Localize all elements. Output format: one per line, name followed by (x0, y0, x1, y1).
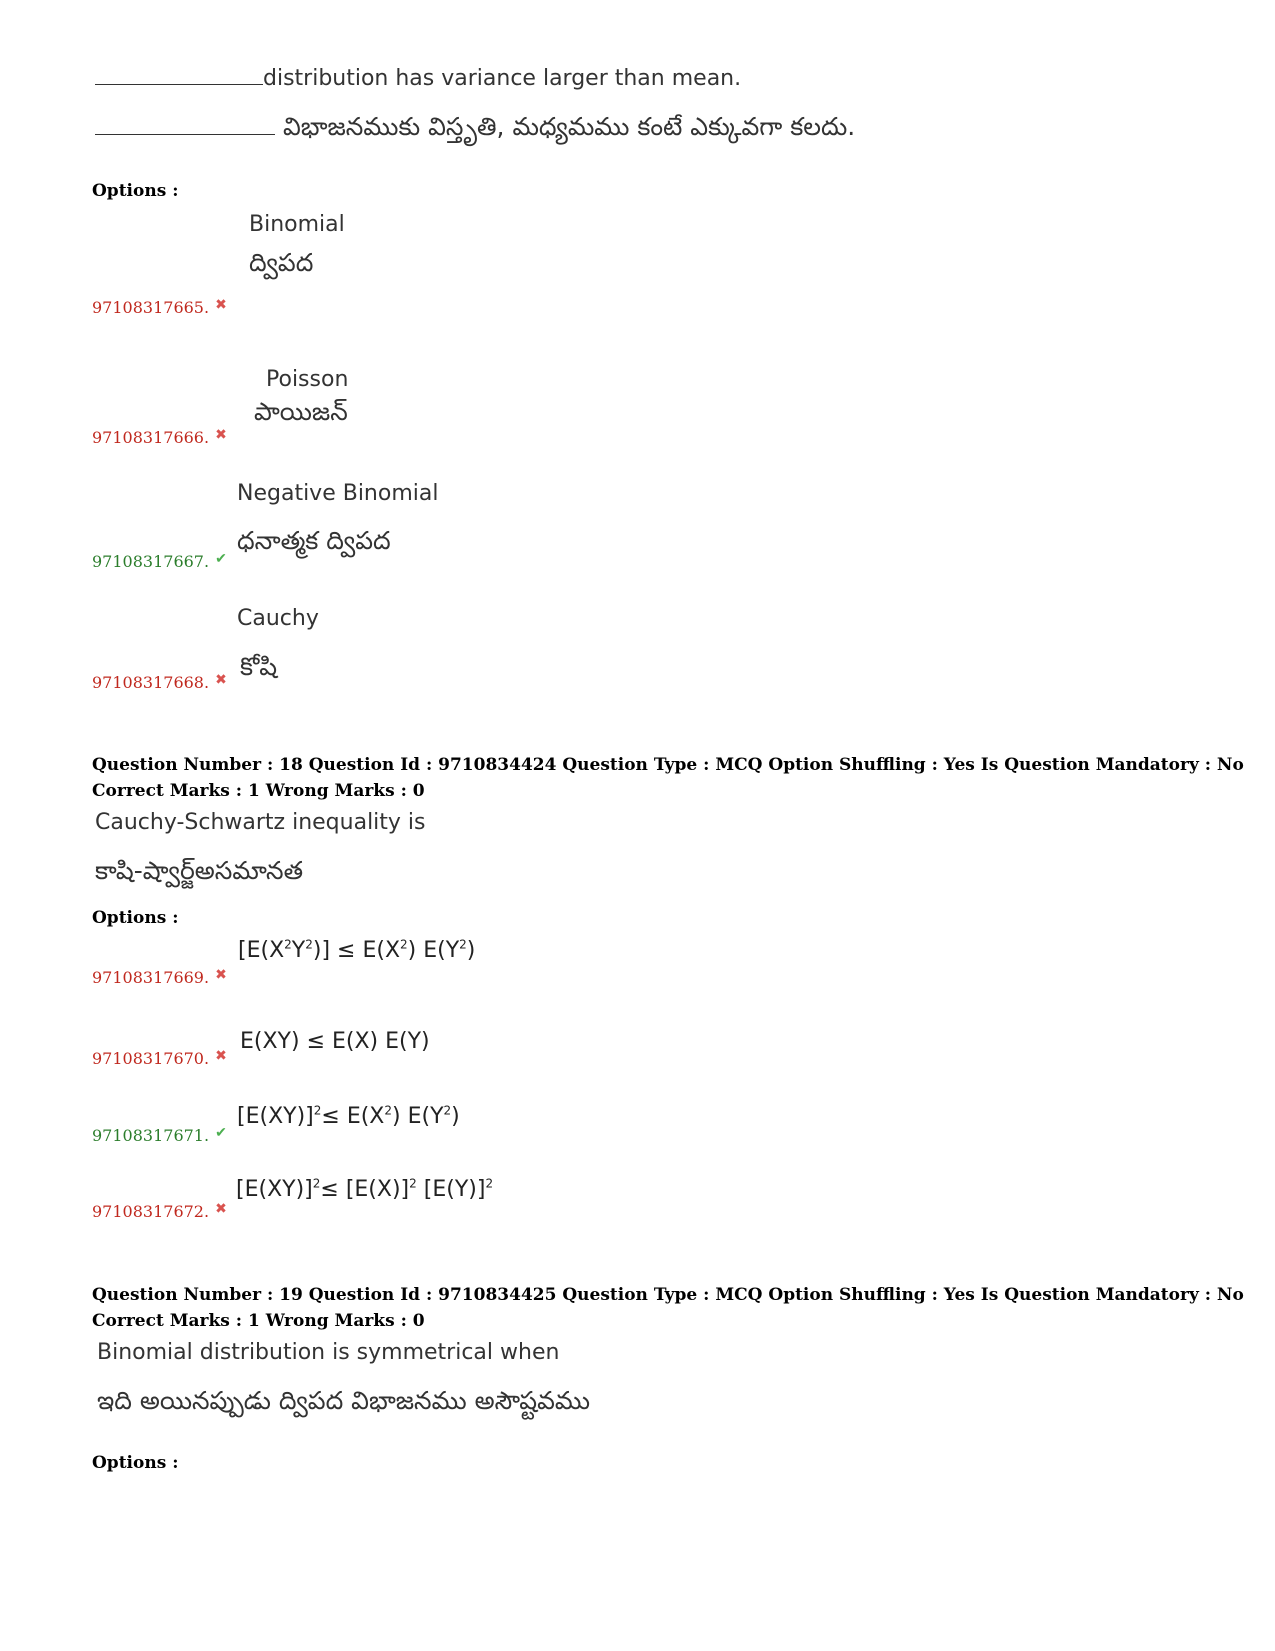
q18-option-2-id[interactable]: 97108317670. ✖ (92, 1048, 227, 1068)
checkmark-icon: ✔ (215, 1125, 227, 1141)
q17-option-3-telugu: ధనాత్మక ద్విపద (237, 526, 391, 555)
q19-header (92, 1282, 1244, 1334)
cross-icon: ✖ (215, 1048, 227, 1064)
checkmark-icon: ✔ (215, 551, 227, 567)
q18-header-line2: Correct Marks : 1 Wrong Marks : 0 (92, 781, 425, 801)
cross-icon: ✖ (215, 427, 227, 443)
q17-blank-line-telugu (95, 116, 275, 135)
q18-telugu-text: కాషి-ష్వార్జ్అసమానత (95, 856, 304, 885)
q18-header (92, 752, 1244, 804)
q17-option-1-telugu: ద్విపద (249, 248, 314, 277)
q17-option-4-telugu: కోషి (240, 652, 278, 681)
cross-icon: ✖ (215, 672, 227, 688)
q17-option-4-english: Cauchy (237, 606, 319, 631)
q19-telugu-text: ఇది అయినప్పుడు ద్విపద విభాజనము అసౌష్టవము (97, 1386, 590, 1415)
q17-option-3-id[interactable]: 97108317667. ✔ (92, 551, 227, 571)
q17-option-1-english: Binomial (249, 212, 345, 237)
q17-option-2-id[interactable]: 97108317666. ✖ (92, 427, 227, 447)
cross-icon: ✖ (215, 967, 227, 983)
cross-icon: ✖ (215, 297, 227, 313)
q17-option-2-english: Poisson (266, 367, 349, 392)
q18-option-1-id[interactable]: 97108317669. ✖ (92, 967, 227, 987)
q17-option-3-english: Negative Binomial (237, 481, 439, 506)
cross-icon: ✖ (215, 1201, 227, 1217)
q17-option-1-id[interactable]: 97108317665. ✖ (92, 297, 227, 317)
q17-blank-line (95, 66, 263, 85)
q18-option-4-formula: $[E(XY)]^2\le [E(X)]^2$ $[E(Y)]^2$ (236, 1176, 494, 1202)
q18-option-3-id[interactable]: 97108317671. ✔ (92, 1125, 227, 1145)
q17-english-text: distribution has variance larger than mean. (95, 66, 741, 91)
q18-option-1-formula: $[E(X^2Y^2)] \le E(X^2)$ $E(Y^2)$ (238, 937, 476, 963)
q19-options-label: Options : (92, 1453, 179, 1473)
q18-english-text: Cauchy-Schwartz inequality is (95, 810, 426, 835)
q19-english-text: Binomial distribution is symmetrical when (97, 1340, 560, 1365)
q17-option-4-id[interactable]: 97108317668. ✖ (92, 672, 227, 692)
q18-option-3-formula: $[E(XY)]^2\le E(X^2)$ $E(Y^2)$ (237, 1103, 460, 1129)
q17-options-label: Options : (92, 181, 179, 201)
q17-option-2-telugu: పాయిజన్ (254, 397, 348, 426)
q19-header-line1: Question Number : 19 Question Id : 9710834425 Question Type : MCQ Option Shuffling : Yes Is Question Mandatory : No (92, 1285, 1244, 1305)
q18-option-4-id[interactable]: 97108317672. ✖ (92, 1201, 227, 1221)
q18-options-label: Options : (92, 908, 179, 928)
q17-telugu-text: విభాజనముకు విస్తృతి, మధ్యమము కంటే ఎక్కువగా కలదు. (95, 112, 855, 148)
q18-header-line1: Question Number : 18 Question Id : 9710834424 Question Type : MCQ Option Shuffling : Yes Is Question Mandatory : No (92, 755, 1244, 775)
q18-option-2-formula: E(XY) ≤ E(X) E(Y) (240, 1029, 430, 1054)
q19-header-line2: Correct Marks : 1 Wrong Marks : 0 (92, 1311, 425, 1331)
